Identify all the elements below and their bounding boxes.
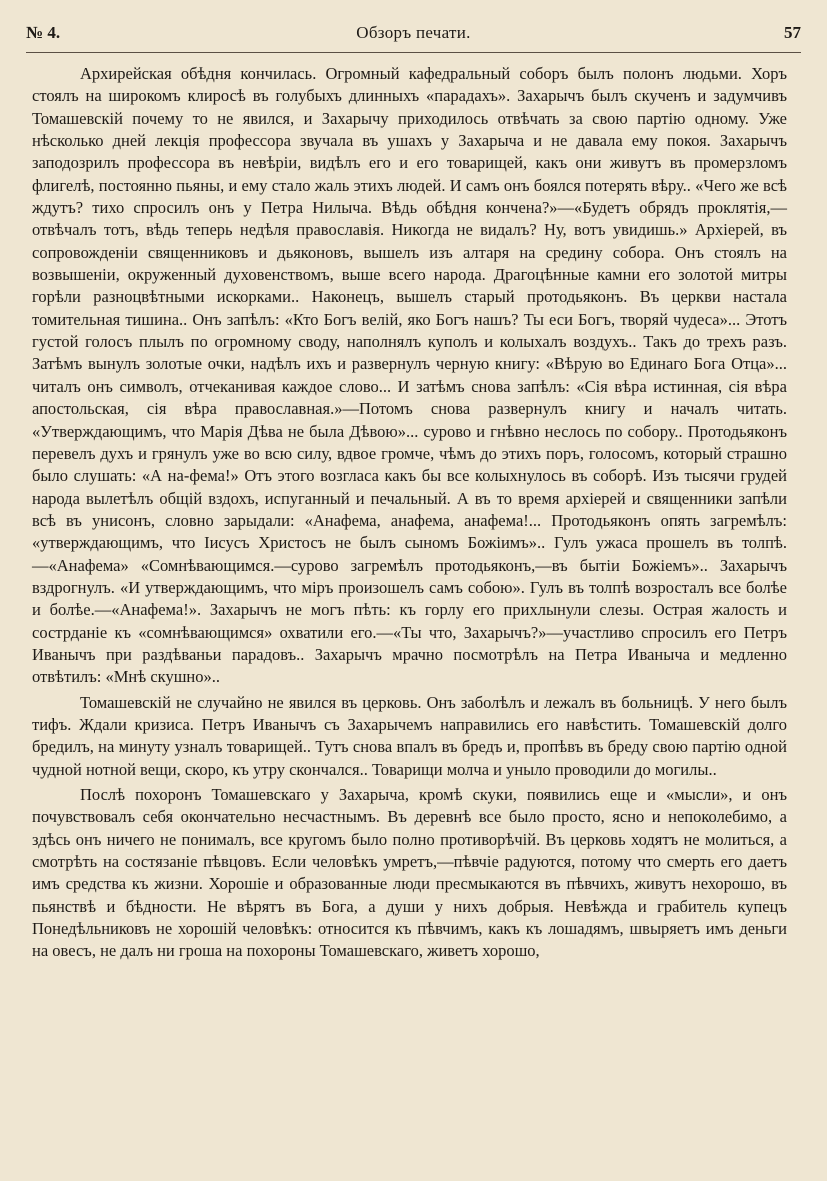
page-number: 57 [784, 23, 801, 42]
section-title: Обзоръ печати. [356, 23, 471, 42]
article-body [32, 63, 787, 966]
paragraph: Томашевскій не случайно не явился въ церковь. Онъ заболѣлъ и лежалъ въ больницѣ. У него былъ тифъ. Ждали кризиса. Петръ Иванычъ съ Захарычемъ направились его навѣстить. Томашевскій долго бредилъ, на минуту узналъ товарищей.. Тутъ снова впалъ въ бредъ и, пропѣвъ въ бреду свою партію одной чудной нотной вещи, скоро, къ утру скончался.. Товарищи молча и уныло проводили до могилы.. [32, 692, 787, 779]
header-rule [26, 52, 801, 53]
paragraph: Архирейская обѣдня кончилась. Огромный кафедральный соборъ былъ полонъ людьми. Хоръ стоялъ на широкомъ клиросѣ въ голубыхъ длинныхъ «парадахъ». Захарычъ былъ скученъ и задумчивъ Томашевскій почему то не явился, и Захарычу приходилось отвѣчать за свою партію одному. Уже нѣсколько дней лекція профессора звучала въ ушахъ у Захарыча и не давала ему покоя. Захарычъ заподозрилъ профессора въ невѣріи, видѣлъ его и его товарищей, какъ они живутъ въ промерзломъ флигелѣ, постоянно пьяны, и ему стало жаль этихъ людей. И самъ онъ боялся потерять вѣру.. «Чего же всѣ ждутъ? тихо спросилъ онъ у Петра Нилыча. Вѣдь обѣдня кончена?»—«Будетъ обрядъ проклятія,—отвѣчалъ тотъ, вѣдь теперь недѣля православія. Никогда не видалъ? Ну, вотъ увидишь.» Архіерей, въ сопровожденіи священниковъ и дьяконовъ, вышелъ изъ алтаря на средину собора. Онъ стоялъ на возвышеніи, окруженный духовенствомъ, выше всего народа. Драгоцѣнные камни его золотой митры горѣли разноцвѣтными искорками.. Наконецъ, вышелъ старый протодьяконъ. Въ церкви настала томительная тишина.. Онъ запѣлъ: «Кто Богъ велій, яко Богъ нашъ? Ты еси Богъ, творяй чудеса»... Этотъ густой голосъ плылъ по огромному своду, наполнялъ куполъ и колыхалъ воздухъ.. Такъ до трехъ разъ. Затѣмъ вынулъ золотые очки, надѣлъ ихъ и развернулъ черную книгу: «Вѣрую во Единаго Бога Отца»... читалъ онъ символъ, отчеканивая каждое слово... И затѣмъ снова запѣлъ: «Сія вѣра истинная, сія вѣра апостольская, сія вѣра православная.»—Потомъ снова развернулъ книгу и началъ читать. «Утверждающимъ, что Марія Дѣва не была Дѣвою»... сурово и гнѣвно неслось по собору.. Протодьяконъ перевелъ духъ и грянулъ уже во всю силу, вдвое громче, чѣмъ до этихъ поръ, голосомъ, который страшно было слушать: «А на-фема!» Отъ этого возгласа какъ бы все колыхнулось въ соборѣ. Изъ тысячи грудей народа вылетѣлъ общій вздохъ, испуганный и печальный. А въ то время архіерей и священники запѣли всѣ въ унисонъ, словно зарыдали: «Анафема, анафема, анафема!... Протодьяконъ опять загремѣлъ: «утверждающимъ, что Іисусъ Христосъ не былъ сыномъ Божіимъ».. Гулъ ужаса прошелъ въ толпѣ.—«Анафема» «Сомнѣвающимся.—сурово загремѣлъ протодьяконъ,—въ бытіи Божіемъ».. Захарычъ вздрогнулъ. «И утверждающимъ, что міръ произошелъ самъ собою». Гулъ въ толпѣ возросталъ все болѣе и болѣе.—«Анафема!». Захарычъ не могъ пѣть: къ горлу его прихлынули слезы. Острая жалость и сострданіе къ «сомнѣвающимся» охватили его.—«Ты что, Захарычъ?»—участливо спросилъ его Петръ Иванычъ при раздѣваньи парадовъ.. Захарычъ мрачно посмотрѣлъ на Петра Иваныча и медленно отвѣтилъ: «Мнѣ скушно».. [32, 64, 787, 687]
issue-number: № 4. [26, 23, 61, 42]
paragraph: Послѣ похоронъ Томашевскаго у Захарыча, кромѣ скуки, появились еще и «мысли», и онъ почувствовалъ себя окончательно несчастнымъ. Въ деревнѣ все было просто, ясно и непоколебимо, а здѣсь онъ ничего не понималъ, все кругомъ было полно противорѣчій. Въ церковь ходятъ не молиться, а смотрѣть на состязаніе пѣвцовъ. Если человѣкъ умретъ,—пѣвчіе радуются, потому что смерть его даетъ имъ средства къ жизни. Хорошіе и образованные люди пресмыкаются въ пѣвчихъ, живутъ нехорошо, въ пьянствѣ и бѣдности. Не вѣрятъ въ Бога, а души у нихъ добрыя. Невѣжда и грабитель купецъ Понедѣльниковъ не хорошій человѣкъ: относится къ пѣвчимъ, какъ къ лошадямъ, швыряетъ имъ деньги на овесъ, не далъ ни гроша на похороны Томашевскаго, живетъ хорошо, [32, 785, 787, 961]
running-header [26, 18, 801, 48]
